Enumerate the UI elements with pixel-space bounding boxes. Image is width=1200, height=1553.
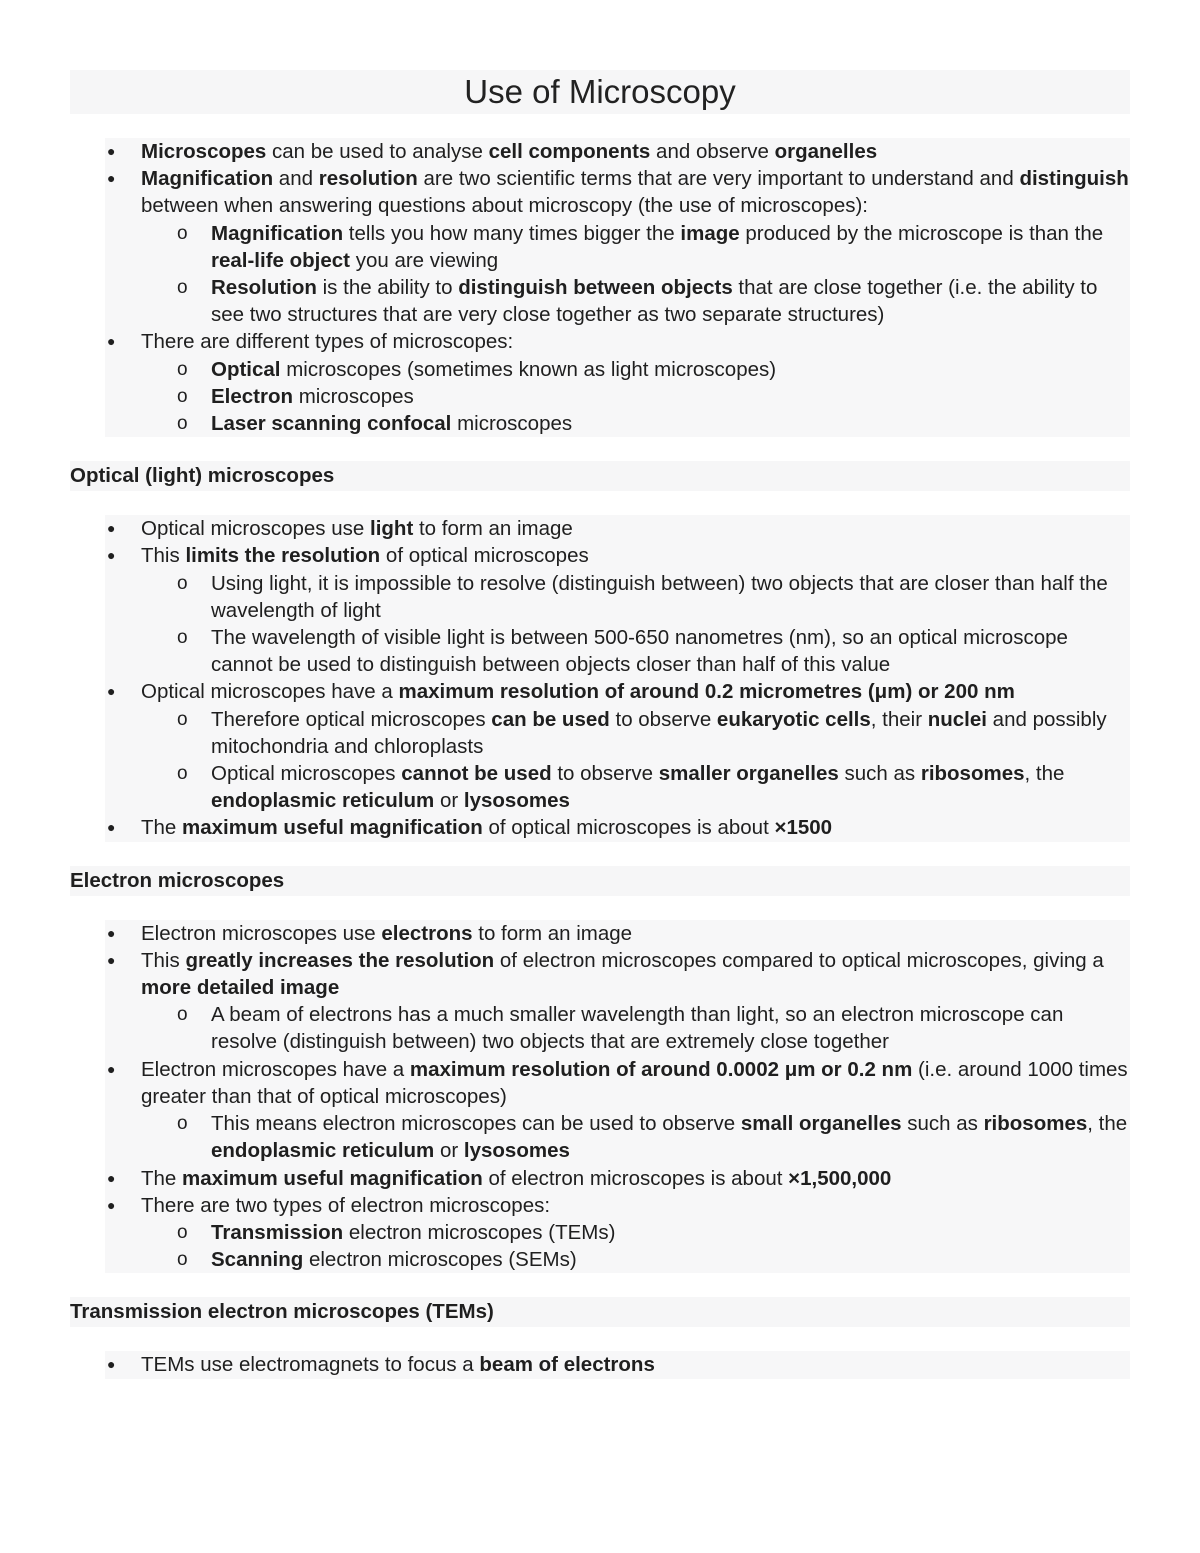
sub-list-item: o Therefore optical microscopes can be used to observe eukaryotic cells, their nuclei and possibly mitochondria and chloroplasts (105, 706, 1130, 760)
sub-list-item: o Using light, it is impossible to resolve (distinguish between) two objects that are closer than half the wavelength of light (105, 570, 1130, 624)
list-item: ● This greatly increases the resolution of electron microscopes compared to optical microscopes, giving a more detailed image (105, 947, 1130, 1001)
document-page (70, 70, 1130, 1379)
list-item: ● Microscopes can be used to analyse cell components and observe organelles (105, 138, 1130, 165)
list-item: ● There are two types of electron microscopes: (105, 1192, 1130, 1219)
list-item: ● There are different types of microscopes: (105, 328, 1130, 355)
list-item: ● Magnification and resolution are two scientific terms that are very important to understand and distinguish between when answering questions about microscopy (the use of microscopes): (105, 165, 1130, 219)
list-item: ● The maximum useful magnification of optical microscopes is about ×1500 (105, 814, 1130, 841)
list-item: ● Electron microscopes use electrons to form an image (105, 920, 1130, 947)
intro-list (105, 138, 1130, 437)
sub-list-item: o Magnification tells you how many times bigger the image produced by the microscope is than the real-life object you are viewing (105, 220, 1130, 274)
sub-list-item: o This means electron microscopes can be used to observe small organelles such as ribosomes, the endoplasmic reticulum or lysosomes (105, 1110, 1130, 1164)
section-heading-optical: Optical (light) microscopes (70, 461, 1130, 491)
sub-list-item: o Transmission electron microscopes (TEMs) (105, 1219, 1130, 1246)
sub-list-item: o Resolution is the ability to distinguish between objects that are close together (i.e. the ability to see two structures that are very close together as two separate structures) (105, 274, 1130, 328)
optical-list (105, 515, 1130, 841)
electron-list (105, 920, 1130, 1274)
section-heading-tem: Transmission electron microscopes (TEMs) (70, 1297, 1130, 1327)
list-item: ● TEMs use electromagnets to focus a beam of electrons (105, 1351, 1130, 1378)
list-item: ● Optical microscopes have a maximum resolution of around 0.2 micrometres (μm) or 200 nm (105, 678, 1130, 705)
sub-list-item: o The wavelength of visible light is between 500-650 nanometres (nm), so an optical microscope cannot be used to distinguish between objects closer than half of this value (105, 624, 1130, 678)
section-heading-electron: Electron microscopes (70, 866, 1130, 896)
page-title: Use of Microscopy (70, 70, 1130, 114)
list-item: ● The maximum useful magnification of electron microscopes is about ×1,500,000 (105, 1165, 1130, 1192)
sub-list-item: o Optical microscopes (sometimes known as light microscopes) (105, 356, 1130, 383)
list-item: ● This limits the resolution of optical microscopes (105, 542, 1130, 569)
sub-list-item: o A beam of electrons has a much smaller wavelength than light, so an electron microscope can resolve (distinguish between) two objects that are extremely close together (105, 1001, 1130, 1055)
list-item: ● Optical microscopes use light to form an image (105, 515, 1130, 542)
tem-list (105, 1351, 1130, 1378)
sub-list-item: o Laser scanning confocal microscopes (105, 410, 1130, 437)
sub-list-item: o Optical microscopes cannot be used to observe smaller organelles such as ribosomes, the endoplasmic reticulum or lysosomes (105, 760, 1130, 814)
sub-list-item: o Electron microscopes (105, 383, 1130, 410)
list-item: ● Electron microscopes have a maximum resolution of around 0.0002 μm or 0.2 nm (i.e. around 1000 times greater than that of optical microscopes) (105, 1056, 1130, 1110)
sub-list-item: o Scanning electron microscopes (SEMs) (105, 1246, 1130, 1273)
